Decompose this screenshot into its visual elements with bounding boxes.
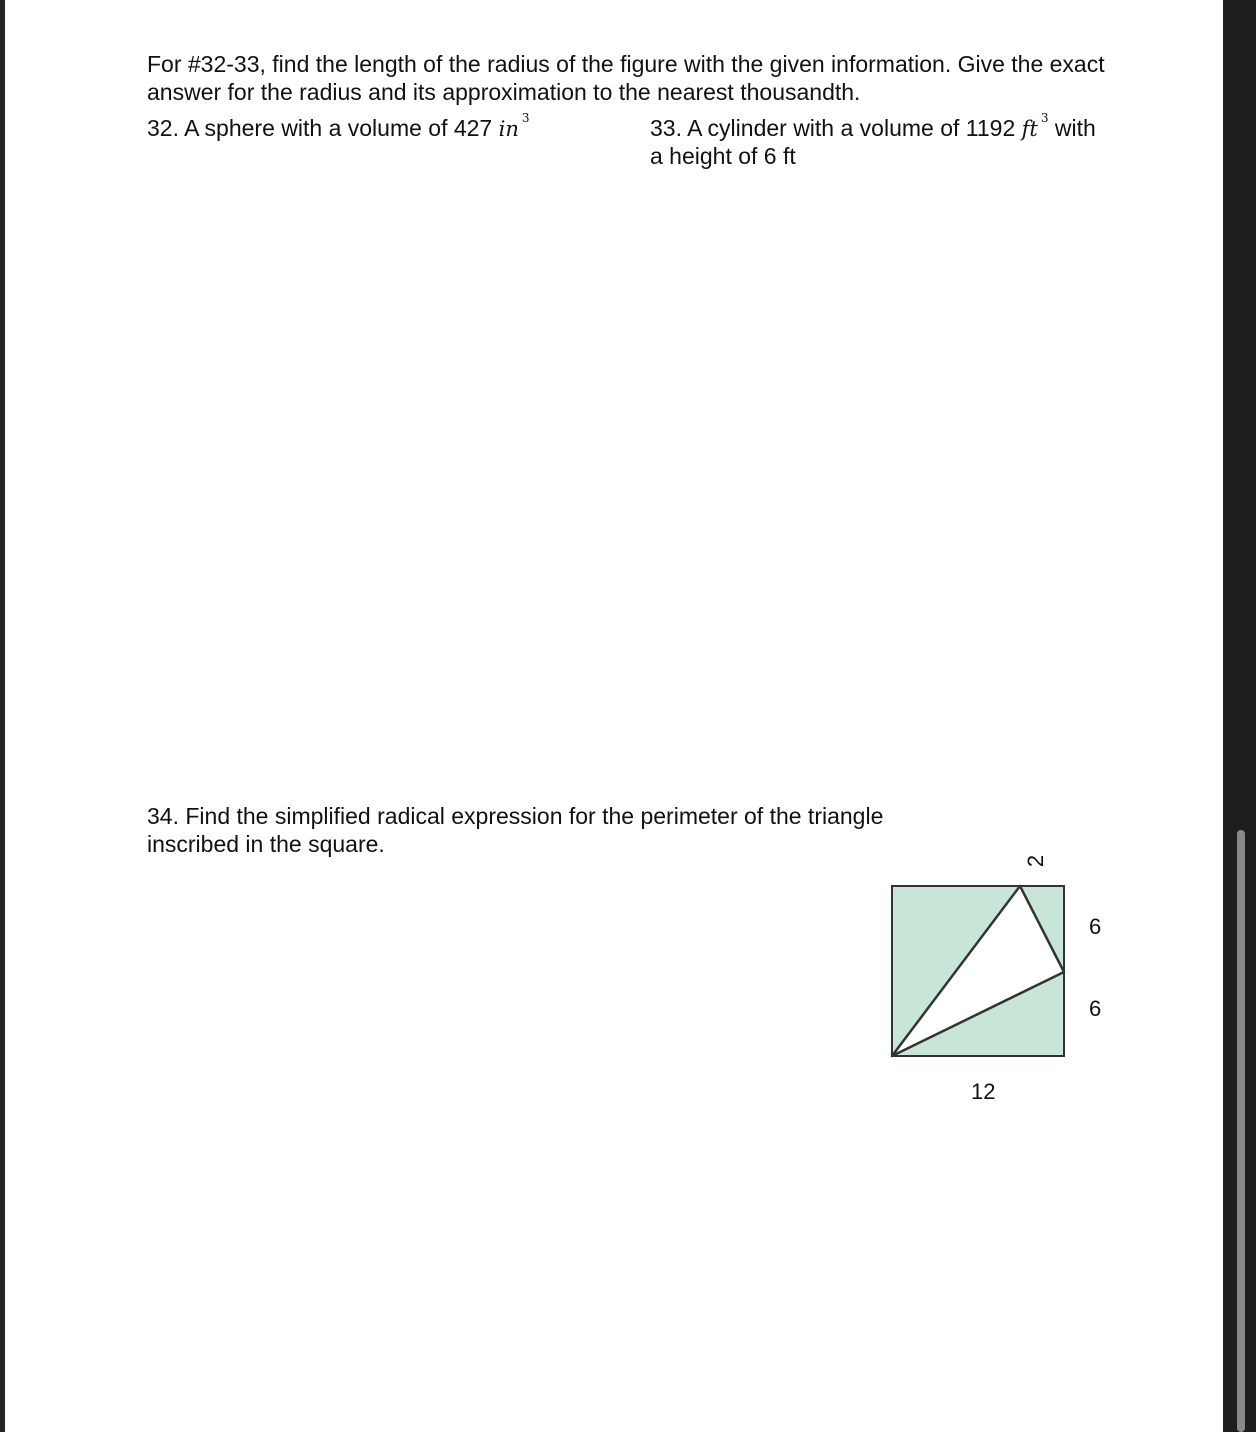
problem-33-line-2: a height of 6 ft	[650, 143, 796, 169]
problem-32	[147, 111, 530, 146]
figure-label-bottom: 12	[971, 1079, 996, 1104]
instructions-line-2: answer for the radius and its approximation to the nearest thousandth.	[147, 79, 861, 105]
figure-label-top: 2	[1023, 854, 1049, 868]
instructions-line-1: For #32-33, find the length of the radius of the figure with the given information. Give the exact	[147, 51, 1105, 77]
problem-33-unit: ft	[1021, 117, 1038, 141]
inscribed-triangle-figure	[880, 874, 1080, 1068]
problem-32-exponent: 3	[521, 111, 530, 125]
figure-label-right-upper: 6	[1089, 914, 1102, 939]
problem-32-unit: in	[498, 117, 519, 141]
problem-32-text: 32. A sphere with a volume of 427	[147, 115, 499, 141]
figure-label-right-lower: 6	[1089, 996, 1102, 1021]
problem-33-text: 33. A cylinder with a volume of 1192	[650, 115, 1022, 141]
document-page	[5, 0, 1223, 1432]
problem-34-line-2: inscribed in the square.	[147, 831, 385, 857]
problem-33-after: with	[1048, 115, 1096, 141]
scrollbar-thumb[interactable]	[1237, 830, 1245, 1432]
problem-33-exponent: 3	[1040, 111, 1049, 125]
problem-34-line-1: 34. Find the simplified radical expression for the perimeter of the triangle	[147, 803, 884, 829]
